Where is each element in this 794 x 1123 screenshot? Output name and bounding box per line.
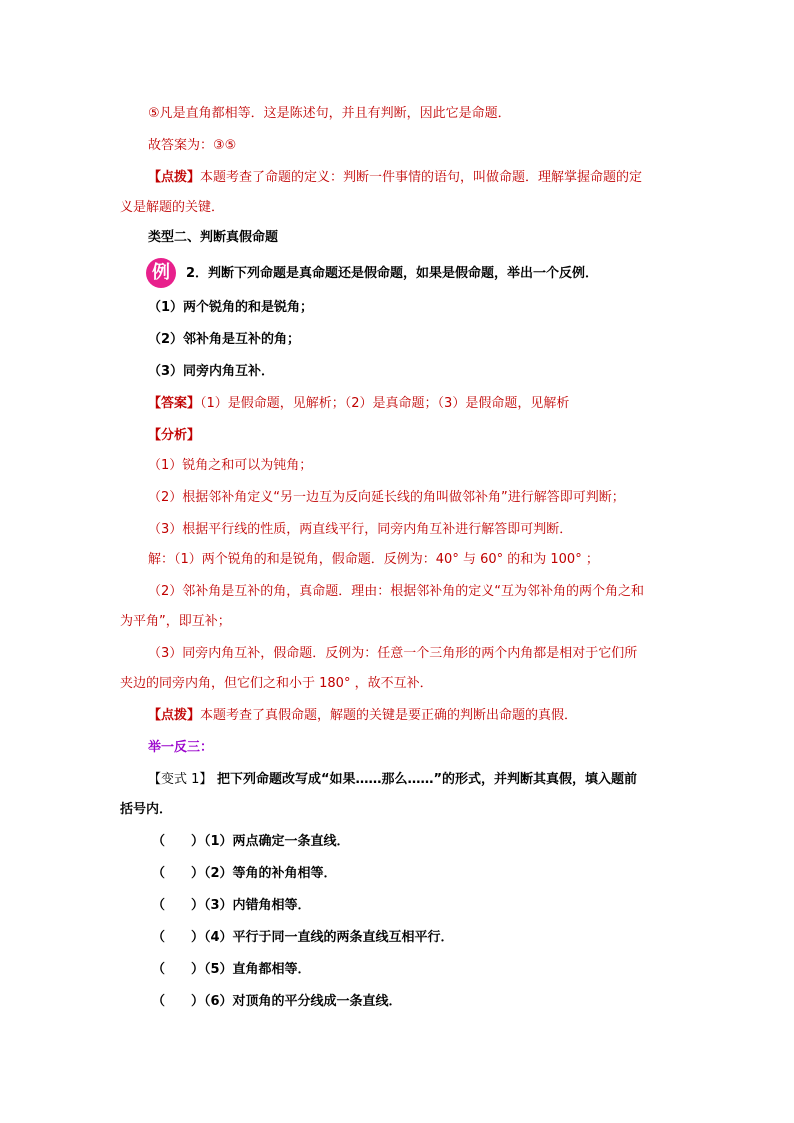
tip2-text: 本题考查了真假命题，解题的关键是要正确的判断出命题的真假． <box>200 708 578 723</box>
item-5: （ ）（5）直角都相等． <box>152 962 311 977</box>
tip-tag: 【点拨】 <box>148 170 201 185</box>
question-2: （2）邻补角是互补的角； <box>148 332 301 347</box>
tip2-line <box>148 706 577 726</box>
solution-1: 解：（1）两个锐角的和是锐角，假命题．反例为：40° 与 60° 的和为 100° ； <box>148 552 599 567</box>
analysis-3: （3）根据平行线的性质，两直线平行，同旁内角互补进行解答即可判断． <box>148 522 573 537</box>
solution-2a: （2）邻补角是互补的角，真命题．理由：根据邻补角的定义“互为邻补角的两个角之和 <box>148 584 645 599</box>
question-3: （3）同旁内角互补． <box>148 364 275 379</box>
tip-line-1 <box>148 168 642 188</box>
analysis-tag: 【分析】 <box>148 428 201 443</box>
item-1: （ ）（1）两点确定一条直线． <box>152 834 350 849</box>
tip2-tag: 【点拨】 <box>148 708 201 723</box>
section-heading: 类型二、判断真假命题 <box>148 230 279 245</box>
item-4: （ ）（4）平行于同一直线的两条直线互相平行． <box>152 930 454 945</box>
variant-line-2: 括号内． <box>120 802 173 817</box>
example-question: 2．判断下列命题是真命题还是假命题，如果是假命题，举出一个反例． <box>186 266 599 281</box>
item-2: （ ）（2）等角的补角相等． <box>152 866 337 881</box>
variant-text: 把下列命题改写成“如果……那么……”的形式，并判断其真假，填入题前 <box>216 772 638 787</box>
solution-3a: （3）同旁内角互补，假命题．反例为：任意一个三角形的两个内角都是相对于它们所 <box>148 646 638 661</box>
analysis-1: （1）锐角之和可以为钝角； <box>148 458 313 473</box>
answer-line-5: ⑤凡是直角都相等．这是陈述句，并且有判断，因此它是命题． <box>148 106 511 121</box>
answer-summary: 故答案为：③⑤ <box>148 138 237 153</box>
answer-line <box>148 394 569 414</box>
practice-heading: 举一反三： <box>148 740 214 755</box>
variant-tag: 【变式 1】 <box>148 772 213 787</box>
variant-line-1 <box>148 770 637 790</box>
answer-tag: 【答案】 <box>148 396 201 411</box>
tip-line-2: 义是解题的关键． <box>120 200 225 215</box>
example-badge: 例 <box>146 258 176 288</box>
question-1: （1）两个锐角的和是锐角； <box>148 300 314 315</box>
item-6: （ ）（6）对顶角的平分线成一条直线． <box>152 994 402 1009</box>
analysis-2: （2）根据邻补角定义“另一边互为反向延长线的角叫做邻补角”进行解答即可判断； <box>148 490 625 505</box>
tip-text: 本题考查了命题的定义：判断一件事情的语句，叫做命题．理解掌握命题的定 <box>200 170 643 185</box>
item-3: （ ）（3）内错角相等． <box>152 898 311 913</box>
answer-text: （1）是假命题，见解析；（2）是真命题；（3）是假命题，见解析 <box>200 396 570 411</box>
solution-3b: 夹边的同旁内角，但它们之和小于 180° ，故不互补． <box>120 676 433 691</box>
solution-2b: 为平角”，即互补； <box>120 614 231 629</box>
